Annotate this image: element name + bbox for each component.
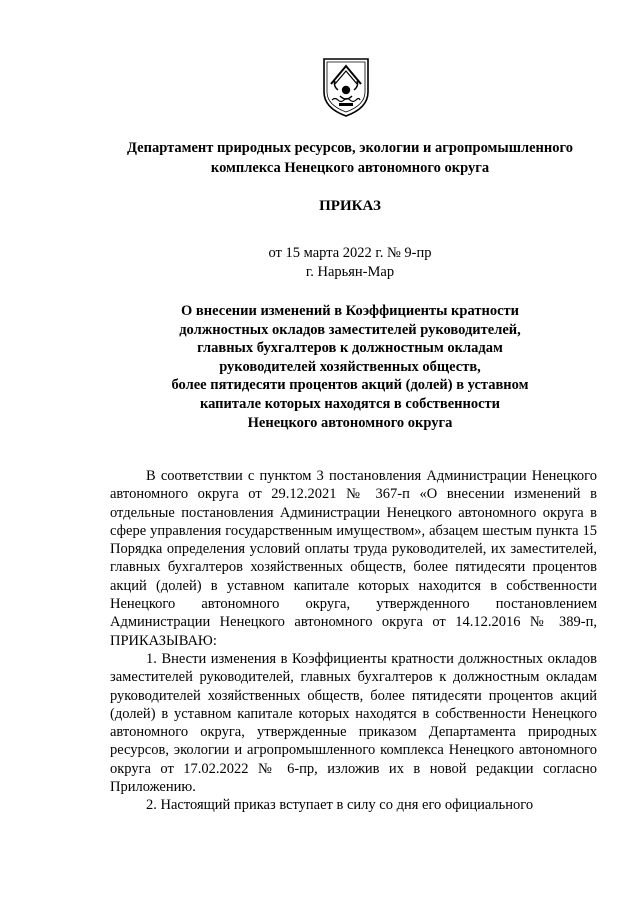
coat-of-arms-icon: [321, 56, 371, 118]
order-body: [110, 467, 597, 815]
department-name: [90, 138, 610, 178]
department-line-2: комплекса Ненецкого автономного округа: [210, 160, 490, 176]
item-2-text: Настоящий приказ вступает в силу со дня его официального: [160, 797, 534, 814]
subject-line: руководителей хозяйственных обществ,: [219, 358, 481, 375]
order-city: г. Нарьян-Мар: [305, 264, 395, 280]
order-date-number: от 15 марта 2022 г. № 9-пр: [268, 245, 432, 261]
subject-line: О внесении изменений в Коэффициенты кратности: [181, 303, 519, 319]
document-type: ПРИКАЗ: [319, 198, 381, 214]
subject-line: должностных окладов заместителей руководителей,: [179, 321, 521, 338]
preamble-paragraph: В соответствии с пунктом 3 постановления Администрации Ненецкого автономного округа от 29.12.2021 № 367-п «О внесении изменений в отдельные постановления Администрации Ненецкого автономного округа в сфере управления государственным имуществом», абзацем шестым пункта 15 Порядка определения условий оплаты труда руководителей, их заместителей, главных бухгалтеров хозяйственных обществ, более пятидесяти процентов акций (долей) в уставном капитале которых находится в собственности Ненецкого автономного округа, утвержденного постановлением Администрации Ненецкого автономного округа от 14.12.2016 № 389-п, ПРИКАЗЫВАЮ:: [110, 468, 597, 649]
order-subject: [90, 302, 610, 432]
item-2-paragraph: [110, 796, 597, 814]
item-1-number: 1.: [146, 650, 157, 667]
subject-line: более пятидесяти процентов акций (долей) в уставном: [171, 377, 529, 394]
item-1-text: Внести изменения в Коэффициенты кратности должностных окладов заместителей руководителей, главных бухгалтеров к должностным окладам руководителей хозяйственных обществ, более пятидесяти процентов акций (долей) в уставном капитале которых находятся в собственности Ненецкого автономного округа, утвержденные приказом Департамента природных ресурсов, экологии и агропромышленного комплекса Ненецкого автономного округа от 17.02.2022 № 6-пр, изложив их в новой редакции согласно Приложению.: [110, 650, 598, 796]
item-2-number: 2.: [146, 797, 157, 814]
subject-line: Ненецкого автономного округа: [247, 414, 453, 431]
subject-line: главных бухгалтеров к должностным окладам: [197, 340, 503, 357]
department-line-1: Департамент природных ресурсов, экологии и агропромышленного: [127, 140, 573, 156]
subject-line: капитале которых находятся в собственности: [199, 395, 501, 412]
item-1-paragraph: [110, 650, 597, 796]
